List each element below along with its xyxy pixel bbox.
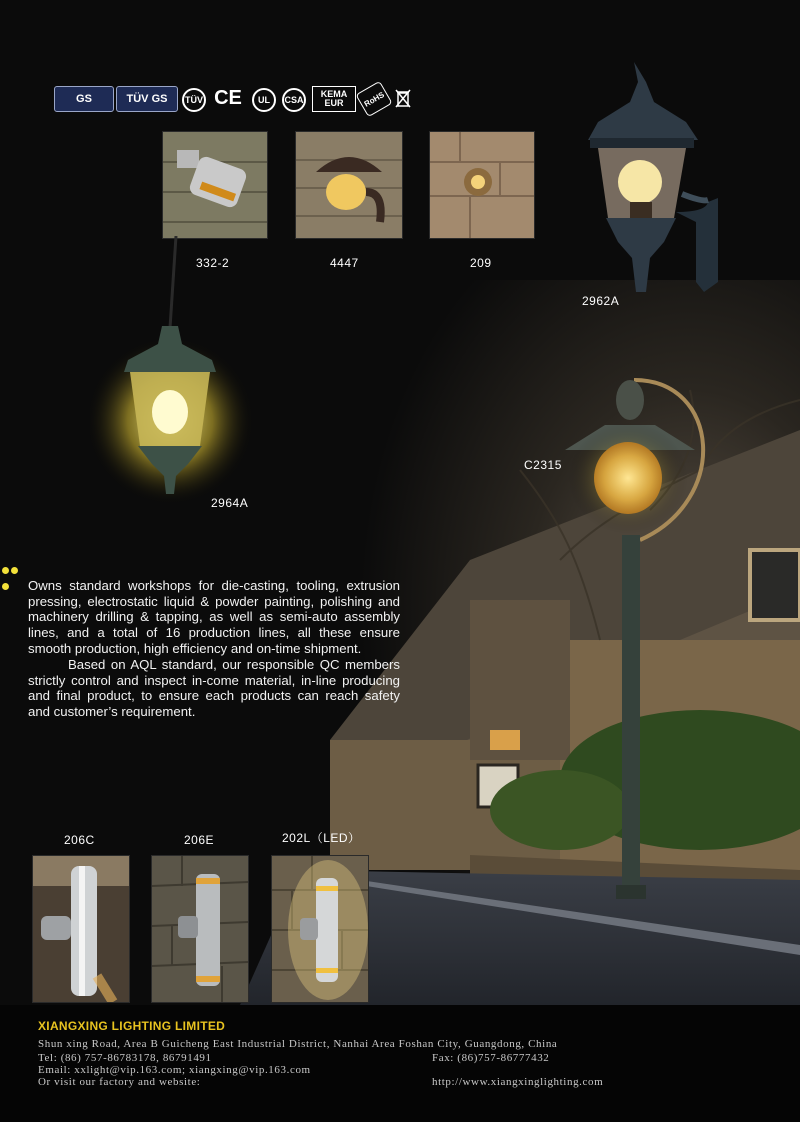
product-code-206E: 206E [184, 833, 215, 847]
product-image-4447 [295, 131, 403, 239]
product-image-332-2 [162, 131, 268, 239]
company-address: Shun xing Road, Area B Guicheng East Industrial District, Nanhai Area Foshan City, Guangdong, China [38, 1038, 558, 1050]
product-image-206E [151, 855, 249, 1003]
product-code-206C: 206C [64, 833, 95, 847]
ce-certification-logo: CE [214, 86, 242, 109]
company-email: Email: xxlight@vip.163.com; xiangxing@vip.163.com [38, 1064, 311, 1076]
product-code-332-2: 332-2 [196, 256, 230, 270]
company-name: XIANGXING LIGHTING LIMITED [38, 1019, 226, 1033]
product-code-4447: 4447 [330, 256, 359, 270]
product-code-C2315: C2315 [524, 458, 562, 472]
product-code-2964A: 2964A [211, 496, 249, 510]
company-telephone: Tel: (86) 757-86783178, 86791491 [38, 1052, 212, 1064]
product-code-2962A: 2962A [582, 294, 620, 308]
product-image-202L [271, 855, 369, 1003]
company-description [28, 562, 400, 720]
gs-certification-logo: GS [54, 86, 114, 112]
product-code-202L: 202L（LED） [282, 831, 361, 845]
weee-bin-icon [392, 86, 414, 110]
product-image-206C [32, 855, 130, 1003]
rohs-certification-logo: RoHS [355, 81, 392, 118]
product-image-2964A [90, 236, 280, 506]
ul-certification-logo: UL [252, 88, 276, 112]
kema-eur-certification-logo: KEMA EUR [312, 86, 356, 112]
tuv-certification-logo: TÜV [182, 88, 206, 112]
product-image-2962A [578, 62, 738, 302]
tuv-gs-certification-logo: TÜV GS [116, 86, 178, 112]
product-code-209: 209 [470, 256, 492, 270]
description-paragraph-1: Owns standard workshops for die-casting, tooling, extrusion pressing, electrostatic liquid & powder painting, polishing and machinery drilling & tapping, as well as semi-auto assembly lines, and a total of 16 production lines, all these ensure smooth production, high efficiency and on-time shipment. [28, 577, 400, 656]
factory-visit-text: Or visit our factory and website: [38, 1076, 201, 1088]
csa-certification-logo: CSA [282, 88, 306, 112]
description-paragraph-2: Based on AQL standard, our responsible QC members strictly control and inspect in-come material, in-line producing and final product, to ensure each products can reach safety and customer’s requirement. [28, 656, 400, 720]
product-image-209 [429, 131, 535, 239]
bullet-dots-icon [2, 562, 28, 594]
company-website-link[interactable]: http://www.xiangxinglighting.com [432, 1076, 604, 1088]
company-fax: Fax: (86)757-86777432 [432, 1052, 550, 1064]
